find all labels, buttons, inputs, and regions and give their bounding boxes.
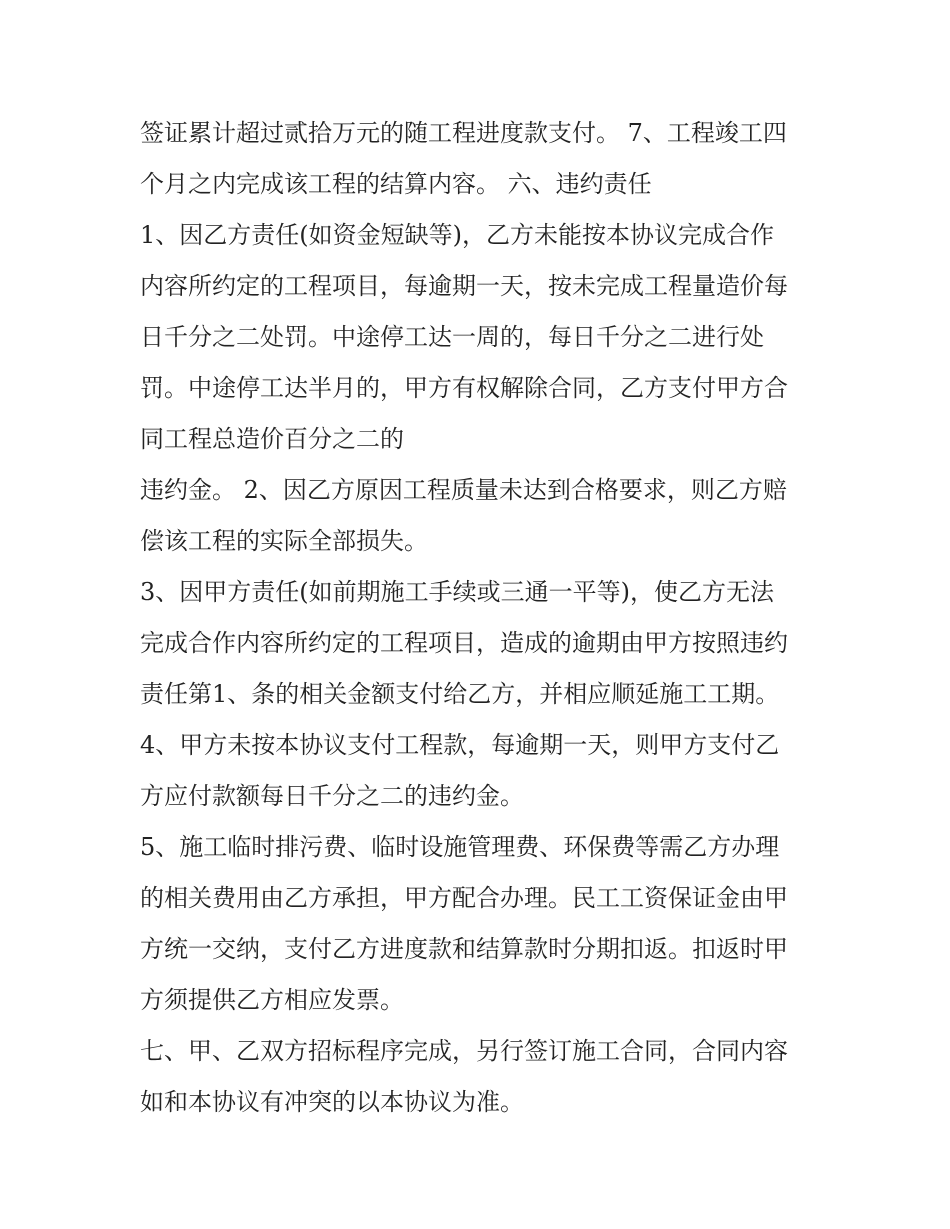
- text-line: 如和本协议有冲突的以本协议为准。: [140, 1088, 524, 1116]
- text-line: 签证累计超过贰拾万元的随工程进度款支付。 7、工程竣工四: [140, 119, 787, 147]
- text-line: 方须提供乙方相应发票。: [140, 986, 404, 1014]
- text-line: 责任第1、条的相关金额支付给乙方，并相应顺延施工工期。: [140, 680, 780, 708]
- text-line: 1、因乙方责任(如资金短缺等)，乙方未能按本协议完成合作: [140, 221, 774, 249]
- document-body: [140, 108, 830, 1128]
- text-line: 4、甲方未按本协议支付工程款，每逾期一天，则甲方支付乙: [140, 731, 780, 759]
- text-line: 方统一交纳，支付乙方进度款和结算款时分期扣返。扣返时甲: [140, 935, 788, 963]
- text-line: 偿该工程的实际全部损失。: [140, 527, 428, 555]
- text-line: 3、因甲方责任(如前期施工手续或三通一平等)，使乙方无法: [140, 578, 774, 606]
- text-line: 违约金。 2、因乙方原因工程质量未达到合格要求，则乙方赔: [140, 476, 787, 504]
- text-line: 七、甲、乙双方招标程序完成，另行签订施工合同，合同内容: [140, 1037, 788, 1065]
- text-line: 完成合作内容所约定的工程项目，造成的逾期由甲方按照违约: [140, 629, 788, 657]
- text-line: 的相关费用由乙方承担，甲方配合办理。民工工资保证金由甲: [140, 884, 788, 912]
- text-line: 5、施工临时排污费、临时设施管理费、环保费等需乙方办理: [140, 833, 780, 861]
- text-line: 内容所约定的工程项目，每逾期一天，按未完成工程量造价每: [140, 272, 788, 300]
- text-line: 同工程总造价百分之二的: [140, 425, 404, 453]
- text-line: 方应付款额每日千分之二的违约金。: [140, 782, 524, 810]
- text-line: 罚。中途停工达半月的，甲方有权解除合同，乙方支付甲方合: [140, 374, 788, 402]
- text-line: 个月之内完成该工程的结算内容。 六、违约责任: [140, 170, 652, 198]
- text-line: 日千分之二处罚。中途停工达一周的，每日千分之二进行处: [140, 323, 764, 351]
